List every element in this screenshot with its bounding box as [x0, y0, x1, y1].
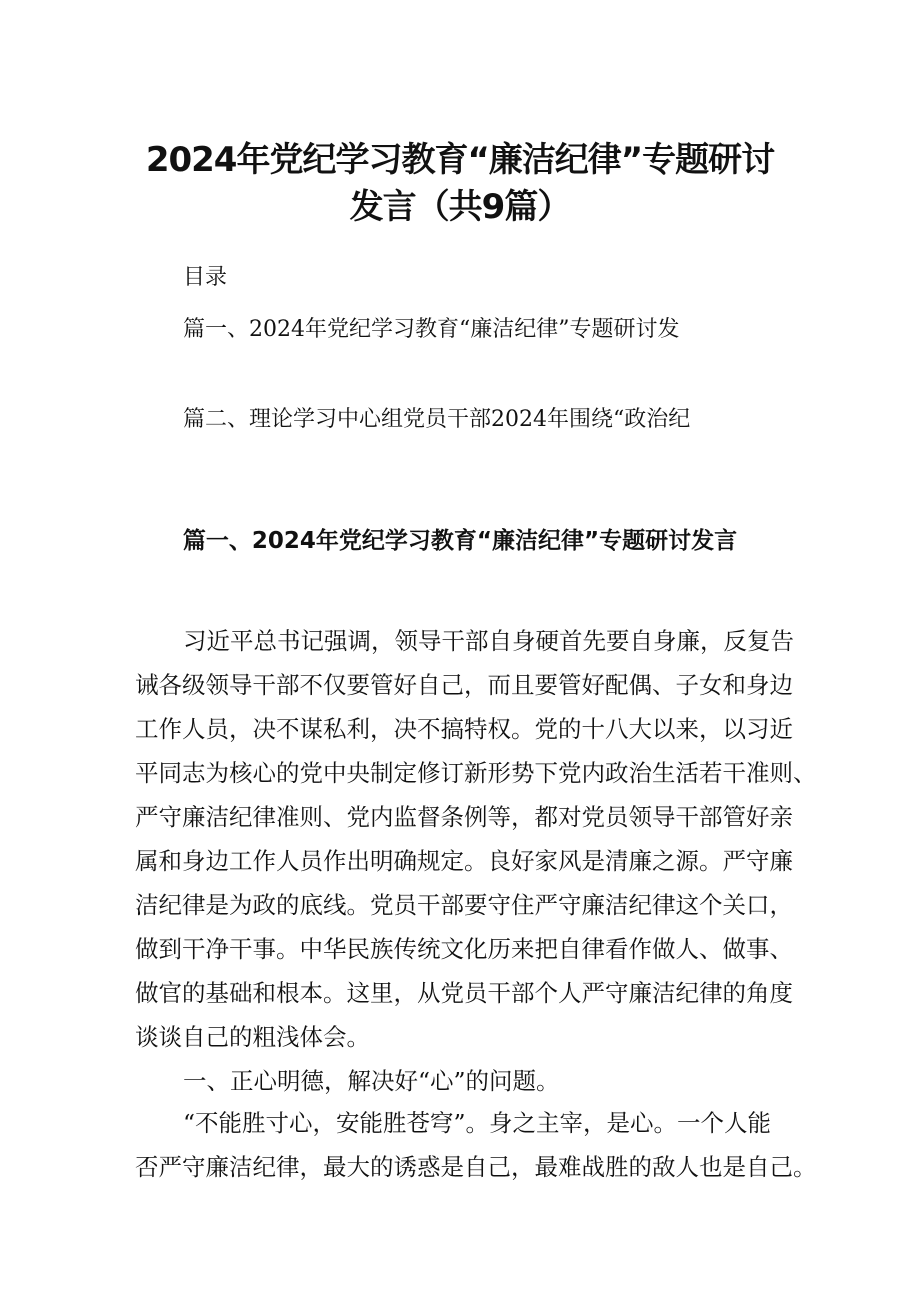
body-line: 工作人员，决不谋私利，决不搞特权。党的十八大以来，以习近 — [135, 715, 793, 743]
body-line: 做到干净干事。中华民族传统文化历来把自律看作做人、做事、 — [135, 935, 793, 963]
body-line: 洁纪律是为政的底线。党员干部要守住严守廉洁纪律这个关口， — [135, 891, 793, 919]
body-line: 平同志为核心的党中央制定修订新形势下党内政治生活若干准则、 — [135, 759, 817, 787]
body-line: 做官的基础和根本。这里，从党员干部个人严守廉洁纪律的角度 — [135, 979, 793, 1007]
body-line: 谈谈自己的粗浅体会。 — [135, 1023, 370, 1051]
toc-heading: 目录 — [183, 265, 228, 290]
document-title-line-2: 发言（共9篇） — [349, 187, 571, 227]
document-title-line-1: 2024年党纪学习教育“廉洁纪律”专题研讨 — [145, 140, 775, 180]
toc-item-2[interactable]: 篇二、理论学习中心组党员干部2024年围绕“政治纪 — [183, 407, 691, 432]
body-line: 否严守廉洁纪律，最大的诱惑是自己，最难战胜的敌人也是自己。 — [135, 1153, 817, 1181]
body-line: 属和身边工作人员作出明确规定。良好家风是清廉之源。严守廉 — [135, 847, 793, 875]
body-line: 诫各级领导干部不仅要管好自己，而且要管好配偶、子女和身边 — [135, 671, 793, 699]
body-line: 习近平总书记强调，领导干部自身硬首先要自身廉，反复告 — [183, 627, 794, 655]
body-line: 严守廉洁纪律准则、党内监督条例等，都对党员领导干部管好亲 — [135, 803, 793, 831]
body-line: “不能胜寸心，安能胜苍穹”。身之主宰，是心。一个人能 — [183, 1109, 772, 1137]
subheading-line: 一、正心明德，解决好“心”的问题。 — [183, 1067, 560, 1095]
toc-item-1[interactable]: 篇一、2024年党纪学习教育“廉洁纪律”专题研讨发 — [183, 317, 680, 342]
section-title: 篇一、2024年党纪学习教育“廉洁纪律”专题研讨发言 — [182, 528, 738, 554]
